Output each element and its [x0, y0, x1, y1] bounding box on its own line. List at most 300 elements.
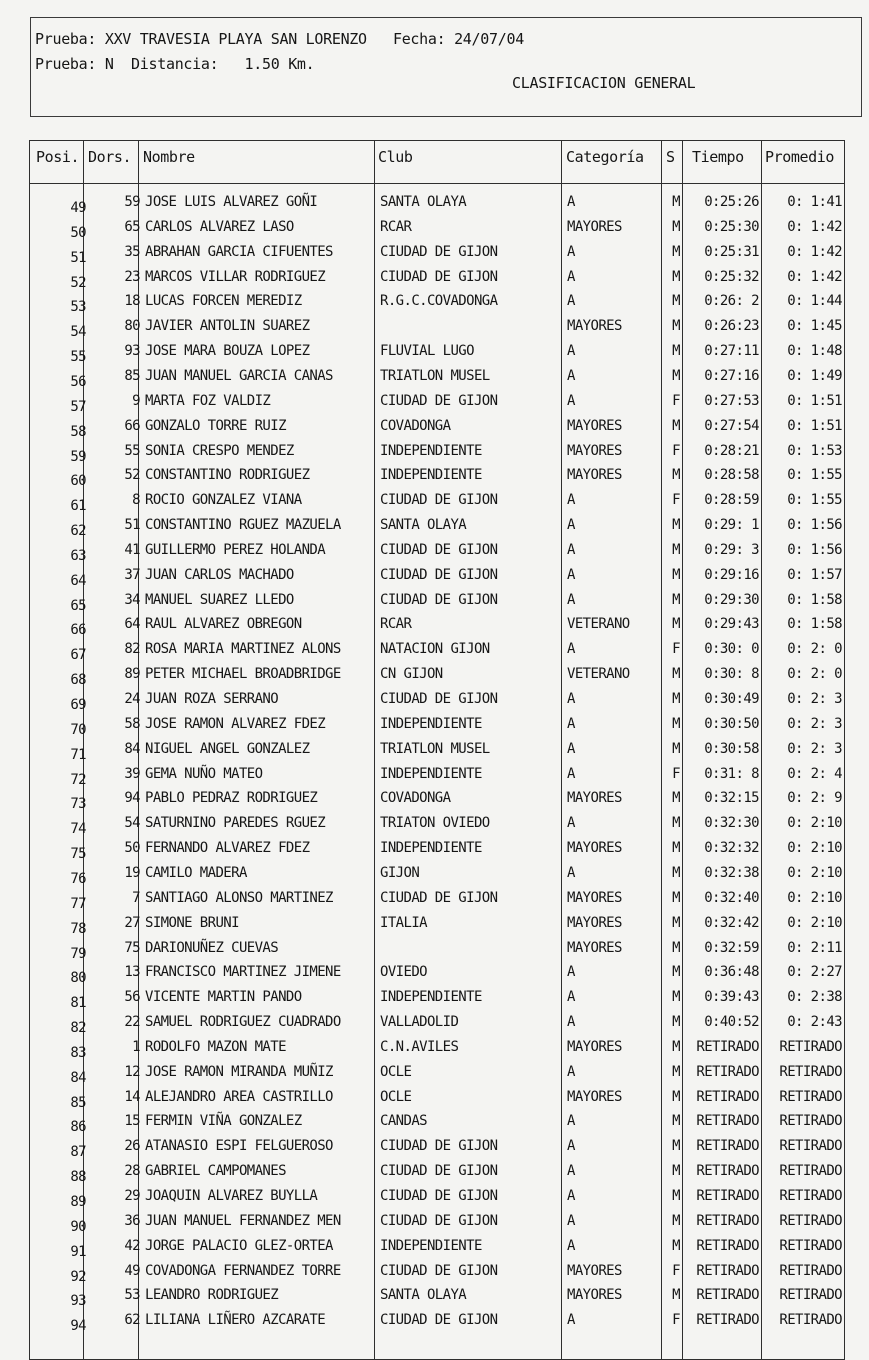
- cell-pos: 67: [70, 647, 86, 664]
- cell-categoria: A: [567, 691, 575, 707]
- cell-categoria: MAYORES: [567, 467, 622, 484]
- cell-dors: 26: [124, 1138, 140, 1155]
- cell-dors: 41: [124, 541, 140, 558]
- cell-nombre: ABRAHAN GARCIA CIFUENTES: [145, 243, 333, 260]
- cell-nombre: RAUL ALVAREZ OBREGON: [145, 616, 302, 633]
- cell-dors: 65: [124, 218, 140, 235]
- cell-promedio: RETIRADO: [779, 1138, 842, 1155]
- cell-nombre: CONSTANTINO RGUEZ MAZUELA: [145, 517, 341, 534]
- cell-sexo: F: [672, 442, 680, 459]
- cell-club: CIUDAD DE GIJON: [380, 268, 498, 285]
- cell-club: TRIATLON MUSEL: [380, 367, 490, 384]
- cell-dors: 62: [124, 1312, 140, 1329]
- cell-dors: 82: [124, 641, 140, 658]
- table-row: [30, 764, 846, 789]
- cell-club: SANTA OLAYA: [380, 1287, 467, 1304]
- cell-nombre: JOSE RAMON ALVAREZ FDEZ: [145, 715, 326, 732]
- cell-club: INDEPENDIENTE: [380, 840, 482, 857]
- cell-promedio: RETIRADO: [779, 1287, 842, 1304]
- cell-nombre: JAVIER ANTOLIN SUAREZ: [145, 318, 310, 335]
- cell-pos: 65: [70, 597, 86, 614]
- col-header-club: Club: [378, 148, 413, 166]
- cell-club: TRIATON OVIEDO: [380, 815, 490, 832]
- cell-nombre: JUAN ROZA SERRANO: [145, 691, 279, 707]
- cell-club: INDEPENDIENTE: [380, 467, 482, 484]
- cell-club: OCLE: [380, 1063, 412, 1080]
- cell-club: INDEPENDIENTE: [380, 989, 482, 1006]
- cell-tiempo: 0:32:38: [704, 864, 759, 881]
- cell-categoria: A: [567, 243, 575, 260]
- cell-dors: 27: [124, 914, 140, 931]
- cell-nombre: GONZALO TORRE RUIZ: [145, 417, 286, 434]
- cell-dors: 18: [124, 293, 140, 310]
- cell-nombre: GEMA NUÑO MATEO: [145, 765, 263, 782]
- cell-promedio: 0: 1:51: [787, 417, 842, 434]
- cell-dors: 9: [132, 392, 140, 409]
- cell-club: CIUDAD DE GIJON: [380, 1312, 498, 1329]
- table-row: [30, 888, 846, 913]
- table-row: [30, 1211, 846, 1236]
- table-row: [30, 192, 846, 217]
- cell-club: CIUDAD DE GIJON: [380, 889, 498, 906]
- cell-club: CIUDAD DE GIJON: [380, 392, 498, 409]
- cell-promedio: 0: 1:55: [787, 492, 842, 509]
- cell-pos: 70: [70, 721, 86, 738]
- cell-nombre: JUAN MANUEL FERNANDEZ MEN: [145, 1212, 341, 1229]
- race-title-line: Prueba: XXV TRAVESIA PLAYA SAN LORENZO Fecha: 24/07/04: [35, 30, 524, 48]
- cell-nombre: MARCOS VILLAR RODRIGUEZ: [145, 268, 326, 285]
- cell-club: COVADONGA: [380, 417, 451, 434]
- cell-sexo: M: [672, 268, 680, 285]
- cell-tiempo: RETIRADO: [696, 1312, 759, 1329]
- cell-sexo: M: [672, 194, 680, 210]
- cell-sexo: M: [672, 467, 680, 484]
- cell-club: GIJON: [380, 864, 420, 881]
- table-row: [30, 739, 846, 764]
- col-header-nombre: Nombre: [143, 148, 195, 166]
- cell-categoria: A: [567, 815, 575, 832]
- cell-club: CIUDAD DE GIJON: [380, 566, 498, 583]
- cell-categoria: MAYORES: [567, 1088, 622, 1105]
- cell-tiempo: RETIRADO: [696, 1237, 759, 1254]
- cell-tiempo: 0:27:53: [704, 392, 759, 409]
- cell-promedio: 0: 2:10: [787, 864, 842, 881]
- cell-categoria: MAYORES: [567, 1287, 622, 1304]
- cell-dors: 93: [124, 343, 140, 360]
- cell-tiempo: 0:40:52: [704, 1014, 759, 1031]
- cell-categoria: MAYORES: [567, 840, 622, 857]
- cell-promedio: 0: 1:57: [787, 566, 842, 583]
- cell-tiempo: 0:32:40: [704, 889, 759, 906]
- cell-promedio: RETIRADO: [779, 1237, 842, 1254]
- cell-categoria: A: [567, 541, 575, 558]
- cell-promedio: RETIRADO: [779, 1088, 842, 1105]
- col-header-dors: Dors.: [88, 148, 132, 166]
- cell-promedio: 0: 1:42: [787, 268, 842, 285]
- table-row: [30, 1186, 846, 1211]
- classification-title: CLASIFICACION GENERAL: [512, 74, 696, 92]
- cell-dors: 35: [124, 243, 140, 260]
- cell-dors: 75: [124, 939, 140, 956]
- cell-tiempo: 0:30:49: [704, 691, 759, 707]
- cell-categoria: MAYORES: [567, 790, 622, 807]
- table-row: [30, 565, 846, 590]
- cell-sexo: F: [672, 1262, 680, 1279]
- cell-pos: 66: [70, 622, 86, 639]
- table-row: [30, 1111, 846, 1136]
- cell-nombre: GUILLERMO PEREZ HOLANDA: [145, 541, 326, 558]
- cell-categoria: MAYORES: [567, 1038, 622, 1055]
- cell-pos: 91: [70, 1243, 86, 1260]
- cell-tiempo: RETIRADO: [696, 1138, 759, 1155]
- cell-dors: 12: [124, 1063, 140, 1080]
- cell-sexo: M: [672, 691, 680, 707]
- cell-dors: 94: [124, 790, 140, 807]
- cell-pos: 82: [70, 1020, 86, 1037]
- cell-sexo: M: [672, 1113, 680, 1130]
- cell-categoria: MAYORES: [567, 939, 622, 956]
- cell-tiempo: 0:36:48: [704, 964, 759, 981]
- cell-pos: 56: [70, 373, 86, 390]
- cell-nombre: LEANDRO RODRIGUEZ: [145, 1287, 279, 1304]
- cell-tiempo: RETIRADO: [696, 1188, 759, 1204]
- cell-pos: 87: [70, 1144, 86, 1161]
- cell-categoria: A: [567, 392, 575, 409]
- table-row: [30, 1285, 846, 1310]
- cell-nombre: ROCIO GONZALEZ VIANA: [145, 492, 302, 509]
- table-row: [30, 267, 846, 292]
- cell-promedio: RETIRADO: [779, 1038, 842, 1055]
- cell-pos: 68: [70, 672, 86, 689]
- cell-dors: 49: [124, 1262, 140, 1279]
- table-row: [30, 291, 846, 316]
- cell-tiempo: RETIRADO: [696, 1287, 759, 1304]
- cell-categoria: A: [567, 1212, 575, 1229]
- cell-sexo: M: [672, 964, 680, 981]
- cell-pos: 55: [70, 349, 86, 366]
- cell-categoria: A: [567, 989, 575, 1006]
- cell-pos: 86: [70, 1119, 86, 1136]
- cell-tiempo: 0:25:30: [704, 218, 759, 235]
- cell-pos: 74: [70, 821, 86, 838]
- cell-nombre: MARTA FOZ VALDIZ: [145, 392, 271, 409]
- cell-nombre: VICENTE MARTIN PANDO: [145, 989, 302, 1006]
- cell-categoria: VETERANO: [567, 666, 630, 683]
- table-row: [30, 1136, 846, 1161]
- cell-nombre: LILIANA LIÑERO AZCARATE: [145, 1312, 326, 1329]
- race-distance-line: Prueba: N Distancia: 1.50 Km.: [35, 55, 315, 73]
- cell-sexo: M: [672, 740, 680, 757]
- table-row: [30, 962, 846, 987]
- cell-categoria: A: [567, 1113, 575, 1130]
- table-row: [30, 813, 846, 838]
- cell-sexo: M: [672, 989, 680, 1006]
- cell-dors: 51: [124, 517, 140, 534]
- cell-nombre: FRANCISCO MARTINEZ JIMENE: [145, 964, 341, 981]
- cell-sexo: M: [672, 417, 680, 434]
- cell-categoria: MAYORES: [567, 442, 622, 459]
- cell-nombre: NIGUEL ANGEL GONZALEZ: [145, 740, 310, 757]
- cell-club: C.N.AVILES: [380, 1038, 459, 1055]
- cell-promedio: 0: 2: 3: [787, 691, 842, 707]
- table-row: [30, 788, 846, 813]
- cell-pos: 78: [70, 920, 86, 937]
- cell-club: INDEPENDIENTE: [380, 765, 482, 782]
- cell-categoria: A: [567, 517, 575, 534]
- cell-sexo: M: [672, 666, 680, 683]
- cell-club: CIUDAD DE GIJON: [380, 1163, 498, 1180]
- cell-promedio: 0: 2: 4: [787, 765, 842, 782]
- cell-sexo: M: [672, 790, 680, 807]
- cell-promedio: RETIRADO: [779, 1063, 842, 1080]
- cell-promedio: RETIRADO: [779, 1262, 842, 1279]
- cell-tiempo: 0:30:50: [704, 715, 759, 732]
- cell-sexo: M: [672, 541, 680, 558]
- cell-dors: 50: [124, 840, 140, 857]
- results-table: [29, 140, 845, 1360]
- cell-club: CIUDAD DE GIJON: [380, 492, 498, 509]
- table-row: [30, 714, 846, 739]
- cell-pos: 89: [70, 1194, 86, 1210]
- table-row: [30, 590, 846, 615]
- cell-pos: 50: [70, 224, 86, 241]
- cell-promedio: 0: 1:53: [787, 442, 842, 459]
- cell-sexo: M: [672, 318, 680, 335]
- cell-promedio: 0: 1:48: [787, 343, 842, 360]
- cell-club: CN GIJON: [380, 666, 443, 683]
- cell-promedio: 0: 2:10: [787, 840, 842, 857]
- cell-sexo: M: [672, 889, 680, 906]
- table-row: [30, 391, 846, 416]
- cell-sexo: M: [672, 1163, 680, 1180]
- cell-nombre: MANUEL SUAREZ LLEDO: [145, 591, 294, 608]
- cell-nombre: GABRIEL CAMPOMANES: [145, 1163, 286, 1180]
- cell-pos: 51: [70, 249, 86, 266]
- cell-tiempo: 0:29: 3: [704, 541, 759, 558]
- cell-nombre: SONIA CRESPO MENDEZ: [145, 442, 294, 459]
- cell-tiempo: 0:27:54: [704, 417, 759, 434]
- cell-tiempo: 0:32:59: [704, 939, 759, 956]
- cell-promedio: 0: 2:10: [787, 815, 842, 832]
- cell-dors: 42: [124, 1237, 140, 1254]
- table-row: [30, 366, 846, 391]
- cell-sexo: M: [672, 566, 680, 583]
- cell-club: RCAR: [380, 218, 412, 235]
- cell-dors: 7: [132, 889, 140, 906]
- cell-sexo: M: [672, 1212, 680, 1229]
- cell-dors: 59: [124, 194, 140, 210]
- cell-dors: 66: [124, 417, 140, 434]
- cell-club: CIUDAD DE GIJON: [380, 1212, 498, 1229]
- cell-pos: 76: [70, 870, 86, 887]
- header-divider: [30, 183, 844, 184]
- cell-pos: 69: [70, 697, 86, 713]
- cell-pos: 92: [70, 1268, 86, 1285]
- cell-sexo: M: [672, 367, 680, 384]
- cell-pos: 52: [70, 274, 86, 291]
- cell-sexo: M: [672, 343, 680, 360]
- cell-pos: 93: [70, 1293, 86, 1310]
- cell-sexo: M: [672, 243, 680, 260]
- cell-tiempo: 0:39:43: [704, 989, 759, 1006]
- cell-nombre: SAMUEL RODRIGUEZ CUADRADO: [145, 1014, 341, 1031]
- cell-promedio: 0: 1:56: [787, 517, 842, 534]
- cell-pos: 54: [70, 324, 86, 341]
- cell-pos: 79: [70, 945, 86, 962]
- cell-tiempo: 0:31: 8: [704, 765, 759, 782]
- cell-club: INDEPENDIENTE: [380, 1237, 482, 1254]
- cell-dors: 8: [132, 492, 140, 509]
- table-row: [30, 664, 846, 689]
- cell-pos: 61: [70, 498, 86, 515]
- cell-dors: 14: [124, 1088, 140, 1105]
- cell-pos: 64: [70, 572, 86, 589]
- cell-categoria: A: [567, 591, 575, 608]
- cell-tiempo: 0:27:11: [704, 343, 759, 360]
- cell-dors: 80: [124, 318, 140, 335]
- table-row: [30, 938, 846, 963]
- cell-sexo: M: [672, 517, 680, 534]
- cell-categoria: MAYORES: [567, 889, 622, 906]
- cell-sexo: F: [672, 641, 680, 658]
- table-row: [30, 1236, 846, 1261]
- cell-sexo: M: [672, 1014, 680, 1031]
- cell-dors: 23: [124, 268, 140, 285]
- cell-club: TRIATLON MUSEL: [380, 740, 490, 757]
- table-row: [30, 838, 846, 863]
- cell-dors: 29: [124, 1188, 140, 1204]
- cell-club: INDEPENDIENTE: [380, 715, 482, 732]
- cell-sexo: F: [672, 765, 680, 782]
- cell-sexo: F: [672, 1312, 680, 1329]
- cell-tiempo: RETIRADO: [696, 1038, 759, 1055]
- header-box: [30, 17, 862, 117]
- cell-promedio: 0: 2: 0: [787, 666, 842, 683]
- cell-sexo: M: [672, 1287, 680, 1304]
- cell-club: VALLADOLID: [380, 1014, 459, 1031]
- cell-pos: 81: [70, 995, 86, 1012]
- cell-categoria: A: [567, 268, 575, 285]
- cell-promedio: 0: 1:55: [787, 467, 842, 484]
- cell-promedio: 0: 2: 3: [787, 740, 842, 757]
- table-row: [30, 1012, 846, 1037]
- cell-nombre: DARIONUÑEZ CUEVAS: [145, 939, 279, 956]
- cell-nombre: PABLO PEDRAZ RODRIGUEZ: [145, 790, 318, 807]
- cell-categoria: VETERANO: [567, 616, 630, 633]
- cell-pos: 73: [70, 796, 86, 813]
- table-row: [30, 465, 846, 490]
- cell-dors: 37: [124, 566, 140, 583]
- cell-dors: 89: [124, 666, 140, 683]
- table-row: [30, 1310, 846, 1335]
- cell-promedio: 0: 1:42: [787, 243, 842, 260]
- cell-club: CIUDAD DE GIJON: [380, 691, 498, 707]
- cell-dors: 39: [124, 765, 140, 782]
- cell-categoria: A: [567, 293, 575, 310]
- cell-tiempo: RETIRADO: [696, 1063, 759, 1080]
- cell-sexo: M: [672, 939, 680, 956]
- cell-tiempo: 0:27:16: [704, 367, 759, 384]
- cell-sexo: M: [672, 914, 680, 931]
- cell-pos: 62: [70, 523, 86, 540]
- cell-categoria: MAYORES: [567, 914, 622, 931]
- cell-tiempo: 0:30: 8: [704, 666, 759, 683]
- cell-categoria: A: [567, 566, 575, 583]
- cell-promedio: 0: 2:10: [787, 889, 842, 906]
- cell-sexo: M: [672, 1237, 680, 1254]
- cell-club: INDEPENDIENTE: [380, 442, 482, 459]
- table-row: [30, 689, 846, 714]
- cell-tiempo: RETIRADO: [696, 1088, 759, 1105]
- cell-nombre: JUAN CARLOS MACHADO: [145, 566, 294, 583]
- cell-pos: 88: [70, 1169, 86, 1186]
- cell-dors: 13: [124, 964, 140, 981]
- cell-tiempo: 0:32:15: [704, 790, 759, 807]
- cell-categoria: A: [567, 864, 575, 881]
- table-row: [30, 441, 846, 466]
- cell-nombre: ATANASIO ESPI FELGUEROSO: [145, 1138, 333, 1155]
- cell-categoria: MAYORES: [567, 1262, 622, 1279]
- cell-categoria: A: [567, 641, 575, 658]
- cell-club: OCLE: [380, 1088, 412, 1105]
- cell-promedio: 0: 1:49: [787, 367, 842, 384]
- table-row: [30, 1087, 846, 1112]
- cell-club: CIUDAD DE GIJON: [380, 1262, 498, 1279]
- cell-pos: 83: [70, 1044, 86, 1061]
- cell-nombre: ALEJANDRO AREA CASTRILLO: [145, 1088, 333, 1105]
- cell-sexo: M: [672, 616, 680, 633]
- cell-club: RCAR: [380, 616, 412, 633]
- cell-pos: 71: [70, 746, 86, 763]
- cell-sexo: M: [672, 591, 680, 608]
- cell-sexo: M: [672, 1088, 680, 1105]
- cell-pos: 75: [70, 846, 86, 863]
- cell-dors: 22: [124, 1014, 140, 1031]
- cell-club: CIUDAD DE GIJON: [380, 243, 498, 260]
- table-row: [30, 515, 846, 540]
- cell-nombre: FERNANDO ALVAREZ FDEZ: [145, 840, 310, 857]
- cell-promedio: RETIRADO: [779, 1163, 842, 1180]
- cell-tiempo: 0:28:59: [704, 492, 759, 509]
- table-row: [30, 614, 846, 639]
- cell-pos: 60: [70, 473, 86, 490]
- cell-nombre: JOAQUIN ALVAREZ BUYLLA: [145, 1188, 318, 1204]
- cell-promedio: 0: 1:58: [787, 616, 842, 633]
- cell-club: CIUDAD DE GIJON: [380, 591, 498, 608]
- cell-promedio: 0: 1:45: [787, 318, 842, 335]
- cell-categoria: A: [567, 194, 575, 210]
- cell-categoria: A: [567, 492, 575, 509]
- table-row: [30, 987, 846, 1012]
- cell-pos: 80: [70, 970, 86, 987]
- cell-promedio: 0: 1:51: [787, 392, 842, 409]
- cell-categoria: A: [567, 740, 575, 757]
- table-row: [30, 639, 846, 664]
- cell-pos: 49: [70, 200, 86, 216]
- cell-categoria: A: [567, 964, 575, 981]
- cell-pos: 90: [70, 1218, 86, 1235]
- cell-sexo: M: [672, 1138, 680, 1155]
- cell-club: R.G.C.COVADONGA: [380, 293, 498, 310]
- cell-promedio: 0: 2: 9: [787, 790, 842, 807]
- cell-nombre: SIMONE BRUNI: [145, 914, 239, 931]
- cell-nombre: LUCAS FORCEN MEREDIZ: [145, 293, 302, 310]
- cell-nombre: JUAN MANUEL GARCIA CANAS: [145, 367, 333, 384]
- cell-sexo: M: [672, 840, 680, 857]
- table-row: [30, 217, 846, 242]
- cell-tiempo: 0:25:32: [704, 268, 759, 285]
- cell-categoria: A: [567, 367, 575, 384]
